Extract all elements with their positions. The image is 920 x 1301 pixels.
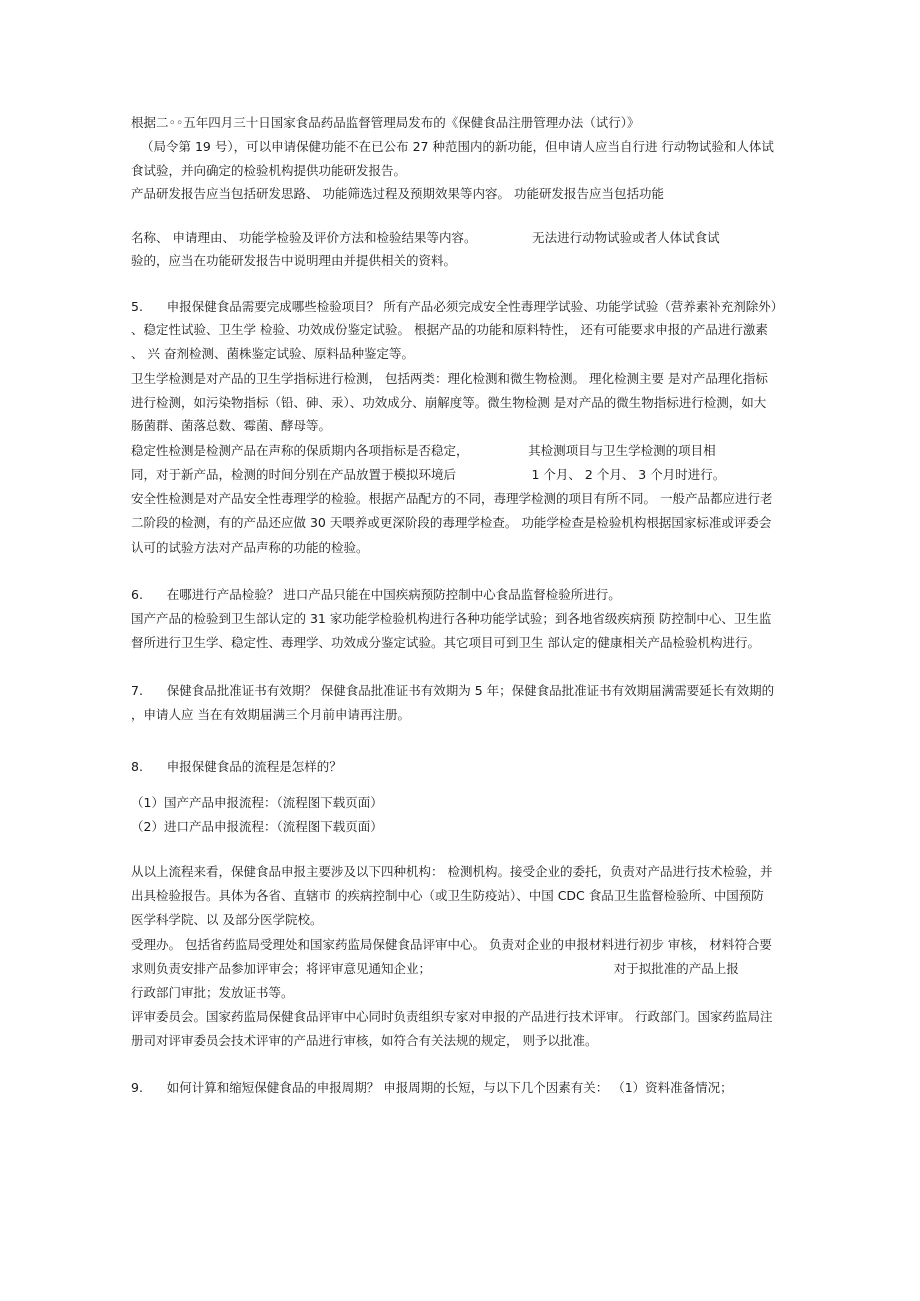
list-item: （1）国产产品申报流程：（流程图下载页面） xyxy=(131,795,383,810)
text-line: 名称、 申请理由、 功能学检验及评价方法和检验结果等内容。 无法进行动物试验或者人体试食试 xyxy=(131,230,720,245)
text-line: 认可的试验方法对产品声称的功能的检验。 xyxy=(131,540,369,555)
text-line: 评审委员会。国家药监局保健食品评审中心同时负责组织专家对申报的产品进行技术评审。 行政部门。国家药监局注 xyxy=(131,1009,773,1024)
text-line: 受理办。 包括省药监局受理处和国家药监局保健食品评审中心。 负责对企业的申报材料进行初步 审核， 材料符合要 xyxy=(131,937,772,952)
text-line: 从以上流程来看，保健食品申报主要涉及以下四种机构： 检测机构。接受企业的委托，负责对产品进行技术检验，并 xyxy=(131,864,773,879)
list-item: （2）进口产品申报流程：（流程图下载页面） xyxy=(131,819,383,834)
question-9: 9. 如何计算和缩短保健食品的申报周期？ 申报周期的长短，与以下几个因素有关： （1）资料准备情况； xyxy=(131,1080,733,1095)
text-line: 行政部门审批；发放证书等。 xyxy=(131,985,294,1000)
text-line: 医学科学院、以 及部分医学院校。 xyxy=(131,912,323,927)
text-line: 出具检验报告。具体为各省、直辖市 的疾病控制中心（或卫生防疫站）、中国 CDC 食品卫生监督检验所、中国预防 xyxy=(131,888,764,903)
text-line: （局令第 19 号），可以申请保健功能不在已公布 27 种范围内的新功能，但申请人应当自行进 行动物试验和人体试 xyxy=(141,139,774,154)
text-line: 稳定性检测是检测产品在声称的保质期内各项指标是否稳定， 其检测项目与卫生学检测的项目相 xyxy=(131,443,716,458)
text-line: 卫生学检测是对产品的卫生学指标进行检测， 包括两类：理化检测和微生物检测。 理化检测主要 是对产品理化指标 xyxy=(131,371,768,386)
text-line: 肠菌群、菌落总数、霉菌、酵母等。 xyxy=(131,418,332,433)
question-7: 7. 保健食品批准证书有效期？ 保健食品批准证书有效期为 5 年；保健食品批准证书有效期届满需要延长有效期的 xyxy=(131,683,775,698)
text-line: 二阶段的检测，有的产品还应做 30 天喂养或更深阶段的毒理学检查。 功能学检查是检验机构根据国家标准或评委会 xyxy=(131,515,772,530)
text-line: 、稳定性试验、卫生学 检验、功效成份鉴定试验。 根据产品的功能和原料特性， 还有可能要求申报的产品进行激素 xyxy=(131,322,768,337)
text-line: 同，对于新产品，检测的时间分别在产品放置于模拟环境后 1 个月、 2 个月、 3 个月时进行。 xyxy=(131,467,726,482)
text-line: 督所进行卫生学、稳定性、毒理学、功效成分鉴定试验。其它项目可到卫生 部认定的健康相关产品检验机构进行。 xyxy=(131,635,760,650)
text-line: 根据二◦◦五年四月三十日国家食品药品监督管理局发布的《保健食品注册管理办法（试行）》 xyxy=(131,115,640,130)
text-line: 产品研发报告应当包括研发思路、 功能筛选过程及预期效果等内容。 功能研发报告应当包括功能 xyxy=(131,186,664,201)
text-line: ，申请人应 当在有效期届满三个月前申请再注册。 xyxy=(131,707,410,722)
question-5: 5. 申报保健食品需要完成哪些检验项目？ 所有产品必须完成安全性毒理学试验、功能学试验（营养素补充剂除外） xyxy=(131,299,784,314)
text-line: 册司对评审委员会技术评审的产品进行审核，如符合有关法规的规定， 则予以批准。 xyxy=(131,1033,598,1048)
text-line: 验的，应当在功能研发报告中说明理由并提供相关的资料。 xyxy=(131,253,457,268)
question-6: 6. 在哪进行产品检验？ 进口产品只能在中国疾病预防控制中心食品监督检验所进行。 xyxy=(131,587,621,602)
text-line: 求则负责安排产品参加评审会；将评审意见通知企业； 对于拟批准的产品上报 xyxy=(131,961,739,976)
text-line: 国产产品的检验到卫生部认定的 31 家功能学检验机构进行各种功能学试验；到各地省级疾病预 防控制中心、卫生监 xyxy=(131,611,772,626)
text-line: 安全性检测是对产品安全性毒理学的检验。根据产品配方的不同，毒理学检测的项目有所不同。 一般产品都应进行老 xyxy=(131,491,773,506)
text-line: 进行检测，如污染物指标（铅、砷、汞）、功效成分、崩解度等。微生物检测 是对产品的微生物指标进行检测，如大 xyxy=(131,395,767,410)
text-line: 食试验，并向确定的检验机构提供功能研发报告。 xyxy=(131,163,407,178)
text-line: 、 兴 奋剂检测、菌株鉴定试验、原料品种鉴定等。 xyxy=(131,346,414,361)
question-8: 8. 申报保健食品的流程是怎样的？ xyxy=(131,759,342,774)
